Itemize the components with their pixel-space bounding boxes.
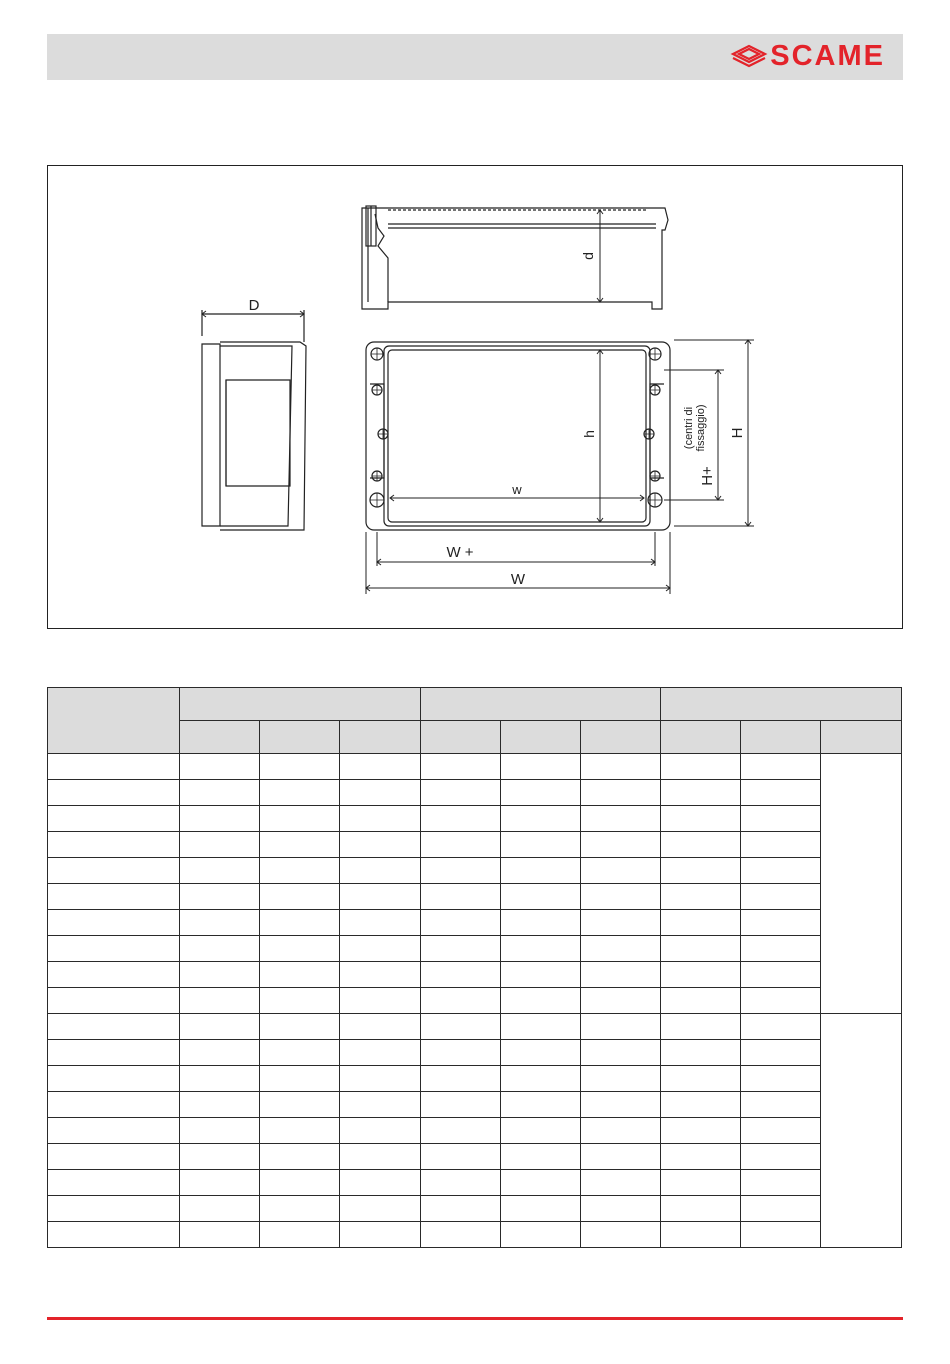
table-merged-cell xyxy=(821,1014,902,1248)
table-cell xyxy=(581,988,661,1014)
table-cell xyxy=(180,1066,260,1092)
table-cell xyxy=(661,884,741,910)
table-cell xyxy=(661,858,741,884)
table-cell xyxy=(421,988,501,1014)
front-view xyxy=(366,342,670,530)
table-cell xyxy=(741,936,821,962)
table-cell xyxy=(501,988,581,1014)
table-subheader xyxy=(581,721,661,754)
table-cell xyxy=(340,1196,421,1222)
table-cell xyxy=(260,910,340,936)
table-cell xyxy=(421,884,501,910)
table-cell xyxy=(661,1092,741,1118)
table-cell xyxy=(581,884,661,910)
table-row xyxy=(48,1144,902,1170)
table-subheader xyxy=(821,721,902,754)
table-cell xyxy=(48,1066,180,1092)
table-cell xyxy=(581,754,661,780)
table-cell xyxy=(501,780,581,806)
table-cell xyxy=(741,962,821,988)
table-cell xyxy=(501,910,581,936)
table-cell xyxy=(421,962,501,988)
table-row xyxy=(48,754,902,780)
brand-logo xyxy=(730,40,885,72)
table-row xyxy=(48,1040,902,1066)
table-cell xyxy=(260,1014,340,1040)
table-cell xyxy=(180,988,260,1014)
table-cell xyxy=(260,884,340,910)
table-cell xyxy=(48,1040,180,1066)
table-cell xyxy=(48,754,180,780)
table-cell xyxy=(180,806,260,832)
table-cell xyxy=(741,780,821,806)
table-group-header-1 xyxy=(180,688,421,721)
table-subheader xyxy=(340,721,421,754)
table-cell xyxy=(741,1170,821,1196)
table-cell xyxy=(501,754,581,780)
table-subheader xyxy=(661,721,741,754)
table-cell xyxy=(421,1014,501,1040)
scame-logo-icon xyxy=(730,43,768,69)
table-cell xyxy=(581,910,661,936)
table-cell xyxy=(581,1066,661,1092)
table-cell xyxy=(180,1118,260,1144)
table-cell xyxy=(180,884,260,910)
table-cell xyxy=(260,1066,340,1092)
table-cell xyxy=(48,780,180,806)
table-cell xyxy=(741,1040,821,1066)
table-cell xyxy=(48,1118,180,1144)
dim-label-H: H xyxy=(729,427,746,439)
table-cell xyxy=(260,780,340,806)
table-cell xyxy=(501,962,581,988)
table-cell xyxy=(501,1222,581,1248)
table-cell xyxy=(340,780,421,806)
table-cell xyxy=(581,936,661,962)
table-cell xyxy=(661,1196,741,1222)
table-cell xyxy=(741,806,821,832)
table-cell xyxy=(260,754,340,780)
table-cell xyxy=(180,1040,260,1066)
table-cell xyxy=(421,1170,501,1196)
table-cell xyxy=(340,936,421,962)
table-cell xyxy=(661,988,741,1014)
table-cell xyxy=(340,910,421,936)
table-row xyxy=(48,780,902,806)
table-cell xyxy=(340,1092,421,1118)
table-cell xyxy=(501,884,581,910)
table-cell xyxy=(661,832,741,858)
dim-label-d: d xyxy=(580,252,596,260)
table-cell xyxy=(581,858,661,884)
table-group-header-3 xyxy=(661,688,902,721)
table-cell xyxy=(48,936,180,962)
table-cell xyxy=(581,780,661,806)
table-cell xyxy=(260,1170,340,1196)
table-cell xyxy=(48,1092,180,1118)
table-row xyxy=(48,884,902,910)
table-cell xyxy=(741,832,821,858)
table-group-header-2 xyxy=(421,688,661,721)
table-merged-cell xyxy=(821,754,902,1014)
table-cell xyxy=(180,780,260,806)
table-cell xyxy=(180,1014,260,1040)
table-cell xyxy=(260,858,340,884)
table-subheader xyxy=(501,721,581,754)
table-cell xyxy=(48,1170,180,1196)
table-cell xyxy=(741,1014,821,1040)
table-cell xyxy=(741,754,821,780)
table-cell xyxy=(421,1040,501,1066)
table-cell xyxy=(741,1066,821,1092)
table-cell xyxy=(741,1196,821,1222)
table-cell xyxy=(340,1040,421,1066)
table-cell xyxy=(260,1144,340,1170)
header-bar xyxy=(47,34,903,80)
table-row xyxy=(48,1222,902,1248)
table-cell xyxy=(581,1040,661,1066)
table-cell xyxy=(501,1092,581,1118)
table-subheader xyxy=(260,721,340,754)
table-cell xyxy=(421,910,501,936)
table-cell xyxy=(421,754,501,780)
table-row xyxy=(48,1092,902,1118)
table-row xyxy=(48,1014,902,1040)
brand-name: SCAME xyxy=(770,40,885,72)
table-cell xyxy=(501,1196,581,1222)
table-cell xyxy=(501,1144,581,1170)
table-cell xyxy=(260,988,340,1014)
table-cell xyxy=(340,1144,421,1170)
table-cell xyxy=(661,1118,741,1144)
table-cell xyxy=(180,910,260,936)
table-cell xyxy=(260,1040,340,1066)
footer-rule xyxy=(47,1317,903,1320)
table-cell xyxy=(741,858,821,884)
table-cell xyxy=(661,1066,741,1092)
table-cell xyxy=(48,832,180,858)
table-cell xyxy=(340,754,421,780)
table-cell xyxy=(48,858,180,884)
table-cell xyxy=(421,1144,501,1170)
table-row xyxy=(48,1196,902,1222)
table-cell xyxy=(501,1066,581,1092)
table-cell xyxy=(581,1170,661,1196)
table-cell xyxy=(48,1196,180,1222)
table-cell xyxy=(260,832,340,858)
table-cell xyxy=(340,832,421,858)
table-cell xyxy=(581,1092,661,1118)
table-cell xyxy=(741,1118,821,1144)
table-cell xyxy=(180,962,260,988)
table-cell xyxy=(501,1014,581,1040)
table-cell xyxy=(661,1170,741,1196)
table-cell xyxy=(340,1014,421,1040)
table-row xyxy=(48,806,902,832)
table-cell xyxy=(48,910,180,936)
table-cell xyxy=(260,936,340,962)
dim-label-W: W xyxy=(510,571,526,588)
table-row xyxy=(48,1066,902,1092)
table-cell xyxy=(180,1196,260,1222)
fixing-centres-label-1: (centri di xyxy=(683,406,695,450)
table-cell xyxy=(661,754,741,780)
table-cell xyxy=(501,832,581,858)
table-cell xyxy=(48,884,180,910)
dim-label-D: D xyxy=(248,297,260,314)
table-cell xyxy=(421,780,501,806)
table-cell xyxy=(581,1118,661,1144)
table-cell xyxy=(180,1222,260,1248)
table-cell xyxy=(661,1040,741,1066)
table-cell xyxy=(741,1222,821,1248)
enclosure-drawing xyxy=(48,166,902,628)
table-cell xyxy=(180,1144,260,1170)
table-cell xyxy=(581,1014,661,1040)
table-cell xyxy=(421,1092,501,1118)
table-cell xyxy=(661,1222,741,1248)
table-cell xyxy=(48,1014,180,1040)
table-cell xyxy=(661,910,741,936)
table-cell xyxy=(340,1118,421,1144)
technical-drawing-frame xyxy=(47,165,903,629)
table-cell xyxy=(260,1118,340,1144)
table-cell xyxy=(581,806,661,832)
table-cell xyxy=(180,832,260,858)
table-cell xyxy=(180,858,260,884)
table-cell xyxy=(340,1066,421,1092)
end-view xyxy=(202,310,306,530)
table-cell xyxy=(340,884,421,910)
table-cell xyxy=(741,988,821,1014)
side-section-view xyxy=(362,206,668,309)
table-cell xyxy=(180,1170,260,1196)
table-cell xyxy=(48,988,180,1014)
table-cell xyxy=(501,936,581,962)
table-cell xyxy=(421,1066,501,1092)
table-cell xyxy=(180,754,260,780)
table-cell xyxy=(501,806,581,832)
table-cell xyxy=(48,1144,180,1170)
table-cell xyxy=(421,1222,501,1248)
table-cell xyxy=(581,1144,661,1170)
table-cell xyxy=(340,858,421,884)
table-row xyxy=(48,1118,902,1144)
table-cell xyxy=(340,1222,421,1248)
table-cell xyxy=(581,1222,661,1248)
dim-label-h: h xyxy=(581,430,597,438)
table-cell xyxy=(661,1144,741,1170)
table-subheader xyxy=(421,721,501,754)
table-cell xyxy=(48,1222,180,1248)
table-cell xyxy=(340,1170,421,1196)
table-row xyxy=(48,858,902,884)
table-row xyxy=(48,1170,902,1196)
table-cell xyxy=(741,1144,821,1170)
table-cell xyxy=(501,1170,581,1196)
table-cell xyxy=(48,962,180,988)
table-cell xyxy=(340,806,421,832)
table-cell xyxy=(421,832,501,858)
table-cell xyxy=(340,988,421,1014)
table-row xyxy=(48,832,902,858)
table-row xyxy=(48,988,902,1014)
table-cell xyxy=(421,806,501,832)
table-cell xyxy=(260,1092,340,1118)
table-cell xyxy=(260,1222,340,1248)
fixing-centres-label-2: fissaggio) xyxy=(695,404,707,452)
table-cell xyxy=(421,936,501,962)
table-cell xyxy=(340,962,421,988)
table-subheader xyxy=(741,721,821,754)
dimensions-table xyxy=(47,687,902,1248)
dimension-lines xyxy=(366,340,754,594)
table-cell xyxy=(260,962,340,988)
table-cell xyxy=(581,962,661,988)
table-row xyxy=(48,910,902,936)
table-cell xyxy=(661,1014,741,1040)
table-corner-header xyxy=(48,688,180,754)
table-cell xyxy=(741,1092,821,1118)
table-cell xyxy=(581,1196,661,1222)
table-cell xyxy=(661,806,741,832)
table-cell xyxy=(741,884,821,910)
table-row xyxy=(48,962,902,988)
table-cell xyxy=(180,1092,260,1118)
table-cell xyxy=(501,1040,581,1066)
dim-label-H-plus: H+ xyxy=(699,466,716,486)
table-cell xyxy=(421,858,501,884)
table-cell xyxy=(421,1118,501,1144)
table-row xyxy=(48,936,902,962)
dim-label-w: w xyxy=(512,482,522,497)
table-cell xyxy=(421,1196,501,1222)
table-cell xyxy=(501,858,581,884)
table-cell xyxy=(501,1118,581,1144)
table-cell xyxy=(180,936,260,962)
table-cell xyxy=(661,780,741,806)
table-cell xyxy=(661,962,741,988)
table-cell xyxy=(260,806,340,832)
table-cell xyxy=(581,832,661,858)
table-cell xyxy=(741,910,821,936)
table-cell xyxy=(48,806,180,832)
table-subheader xyxy=(180,721,260,754)
table-cell xyxy=(661,936,741,962)
dim-label-W-plus: W + xyxy=(446,544,474,561)
table-cell xyxy=(260,1196,340,1222)
